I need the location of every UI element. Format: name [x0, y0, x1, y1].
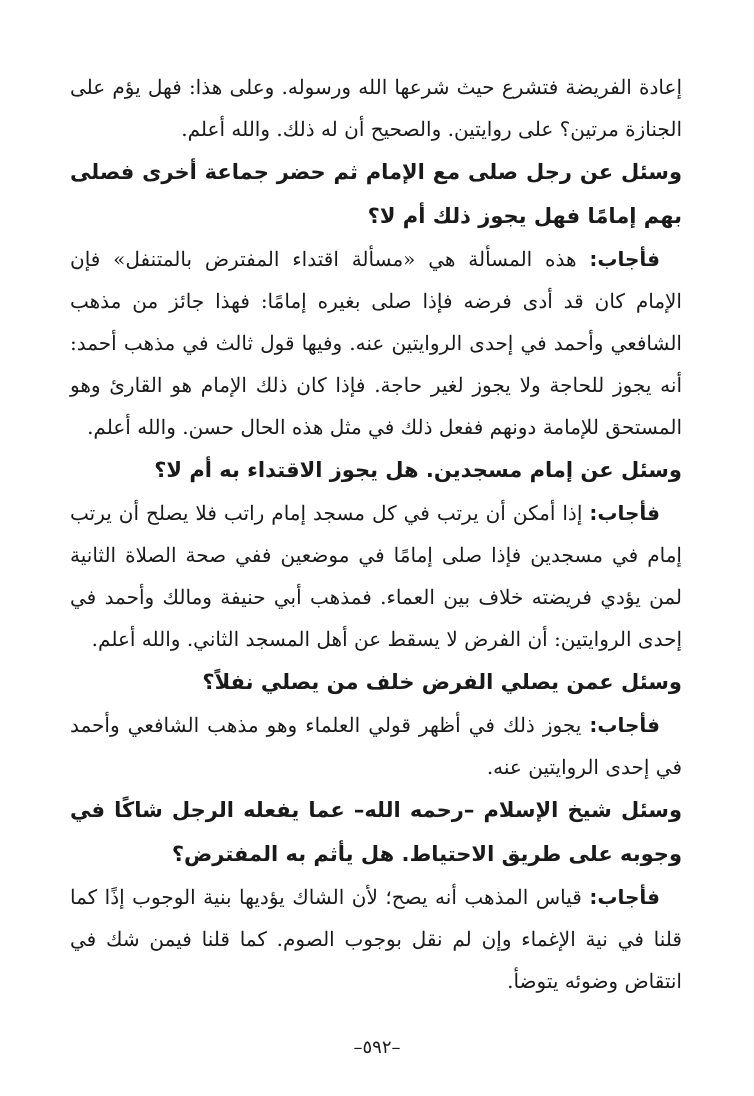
page-body — [70, 66, 682, 1002]
question-heading: وسئل عن إمام مسجدين. هل يجوز الاقتداء به أم لا؟ — [154, 458, 682, 482]
question-heading: وسئل عن رجل صلى مع الإمام ثم حضر جماعة أخرى فصلى بهم إمامًا فهل يجوز ذلك أم لا؟ — [70, 160, 682, 228]
question-heading: وسئل عمن يصلي الفرض خلف من يصلي نفلاً؟ — [202, 670, 682, 694]
intro-paragraph: إعادة الفريضة فتشرع حيث شرعها الله ورسوله. وعلى هذا: فهل يؤم على الجنازة مرتين؟ على روايتين. والصحيح أن له ذلك. والله أعلم. — [70, 75, 682, 141]
answer-paragraph — [70, 704, 682, 788]
answer-label: فأجاب: — [589, 247, 661, 271]
answer-label: فأجاب: — [589, 885, 660, 909]
answer-text: إذا أمكن أن يرتب في كل مسجد إمام راتب فلا يصلح أن يرتب إمام في مسجدين فإذا صلى إمامًا في موضعين ففي صحة الصلاة الثانية لمن يؤدي فريضته خلاف بين العماء. فمذهب أبي حنيفة ومالك وأحمد في إحدى الروايتين: أن الفرض لا يسقط عن أهل المسجد الثاني. والله أعلم. — [70, 501, 682, 651]
answer-paragraph — [70, 876, 682, 1002]
question-heading: وسئل شيخ الإسلام –رحمه الله– عما يفعله الرجل شاكًا في وجوبه على طريق الاحتياط. هل يأثم به المفترض؟ — [70, 798, 682, 866]
answer-paragraph — [70, 492, 682, 660]
answer-label: فأجاب: — [589, 501, 660, 525]
page-number: –٥٩٢– — [353, 1037, 401, 1058]
answer-text: هذه المسألة هي «مسألة اقتداء المفترض بالمتنفل» فإن الإمام كان قد أدى فرضه فإذا صلى بغيره إمامًا: فهذا جائز من مذهب الشافعي وأحمد في إحدى الروايتين عنه. وفيها قول ثالث في مذهب أحمد: أنه يجوز للحاجة ولا يجوز لغير حاجة. فإذا كان ذلك الإمام هو القارئ وهو المستحق للإمامة دونهم ففعل ذلك في مثل هذه الحال حسن. والله أعلم. — [70, 247, 682, 439]
answer-text: قياس المذهب أنه يصح؛ لأن الشاك يؤديها بنية الوجوب إذًا كما قلنا في نية الإغماء وإن لم نقل بوجوب الصوم. كما قلنا فيمن شك في انتقاض وضوئه يتوضأ. — [70, 885, 682, 993]
answer-paragraph — [70, 238, 682, 448]
answer-text: يجوز ذلك في أظهر قولي العلماء وهو مذهب الشافعي وأحمد في إحدى الروايتين عنه. — [70, 713, 682, 779]
answer-label: فأجاب: — [589, 713, 661, 737]
